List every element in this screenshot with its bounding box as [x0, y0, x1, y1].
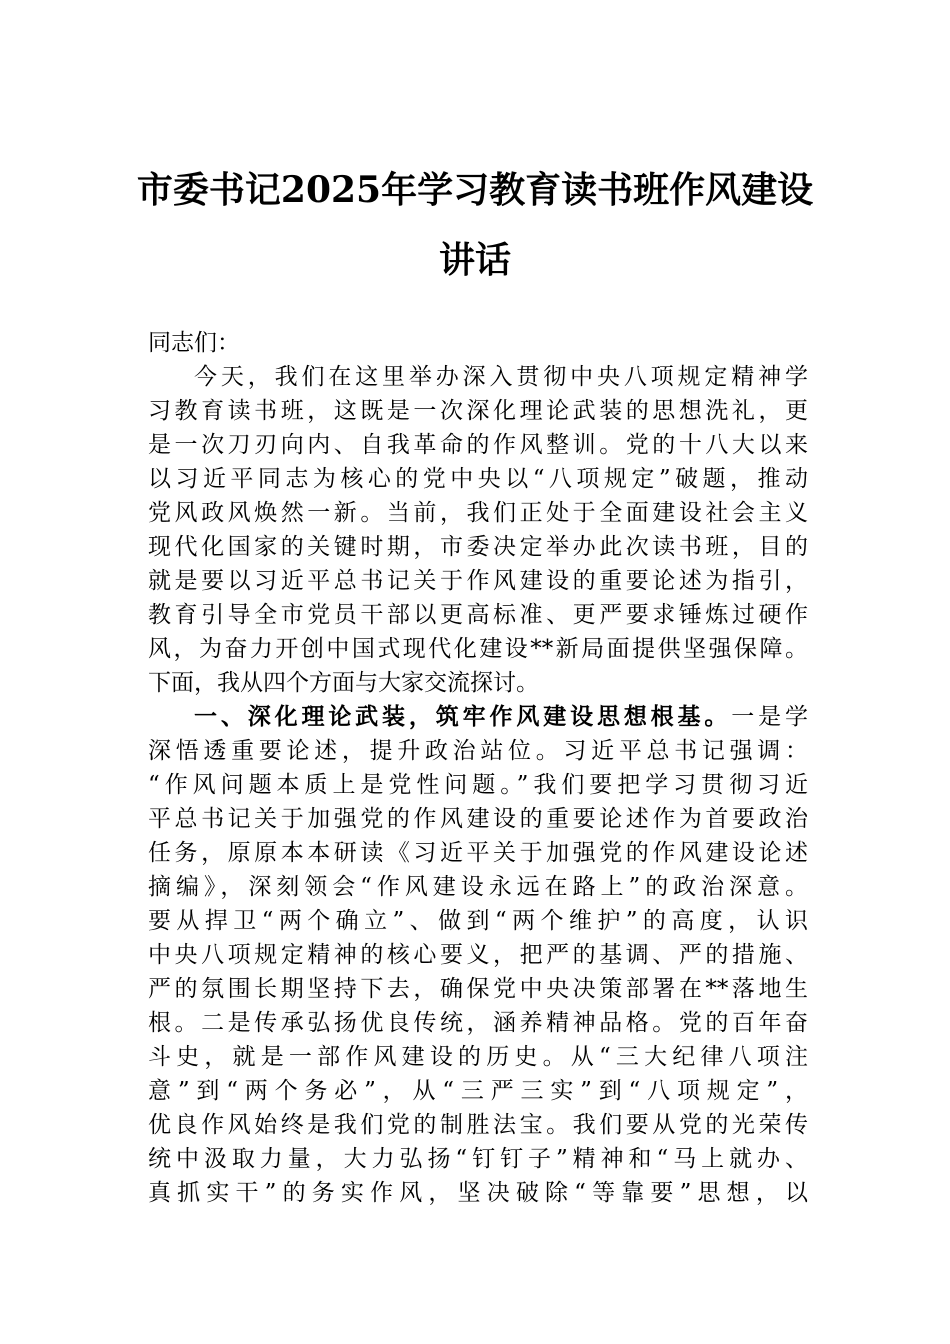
- paragraph-line: 要从捍卫“两个确立”、做到“两个维护”的高度，认识: [148, 908, 808, 934]
- paragraph-line: 风，为奋力开创中国式现代化建设**新局面提供坚强保障。: [148, 636, 808, 662]
- paragraph-line: 今天，我们在这里举办深入贯彻中央八项规定精神学: [194, 364, 808, 390]
- salutation: 同志们：: [148, 330, 240, 356]
- paragraph-line: 是一次刀刃向内、自我革命的作风整训。党的十八大以来: [148, 432, 808, 458]
- section-lead-text: 一是学: [731, 704, 809, 730]
- paragraph-line: 以习近平同志为核心的党中央以“八项规定”破题，推动: [148, 466, 808, 492]
- paragraph-line: 习教育读书班，这既是一次深化理论武装的思想洗礼，更: [148, 398, 808, 424]
- paragraph-line: “作风问题本质上是党性问题。”我们要把学习贯彻习近: [148, 772, 808, 798]
- section-heading-line: [148, 700, 808, 734]
- document-title-line-1: 市委书记2025年学习教育读书班作风建设: [136, 169, 814, 211]
- paragraph-line: 教育引导全市党员干部以更高标准、更严要求锤炼过硬作: [148, 602, 808, 628]
- section-heading: 一、深化理论武装，筑牢作风建设思想根基。: [194, 703, 732, 730]
- paragraph-line: 任务，原原本本研读《习近平关于加强党的作风建设论述: [148, 840, 808, 866]
- paragraph-line: 统中汲取力量，大力弘扬“钉钉子”精神和“马上就办、: [148, 1146, 808, 1172]
- document-title-line-2: 讲话: [438, 239, 511, 281]
- paragraph-line: 真抓实干”的务实作风，坚决破除“等靠要”思想，以: [148, 1180, 808, 1206]
- paragraph-line: 中央八项规定精神的核心要义，把严的基调、严的措施、: [148, 942, 808, 968]
- paragraph-line: 平总书记关于加强党的作风建设的重要论述作为首要政治: [148, 806, 808, 832]
- paragraph-line: 根。二是传承弘扬优良传统，涵养精神品格。党的百年奋: [148, 1010, 808, 1036]
- document-body: [148, 326, 808, 1210]
- paragraph-line: 下面，我从四个方面与大家交流探讨。: [148, 670, 539, 696]
- paragraph-line: 就是要以习近平总书记关于作风建设的重要论述为指引，: [148, 568, 808, 594]
- paragraph-line: 优良作风始终是我们党的制胜法宝。我们要从党的光荣传: [148, 1112, 808, 1138]
- paragraph-line: 党风政风焕然一新。当前，我们正处于全面建设社会主义: [148, 500, 808, 526]
- paragraph-line: 深悟透重要论述，提升政治站位。习近平总书记强调：: [148, 738, 808, 764]
- paragraph-line: 斗史，就是一部作风建设的历史。从“三大纪律八项注: [148, 1044, 808, 1070]
- paragraph-line: 摘编》，深刻领会“作风建设永远在路上”的政治深意。: [148, 874, 808, 900]
- paragraph-line: 现代化国家的关键时期，市委决定举办此次读书班，目的: [148, 534, 808, 560]
- paragraph-line: 严的氛围长期坚持下去，确保党中央决策部署在**落地生: [148, 976, 808, 1002]
- paragraph-line: 意”到“两个务必”，从“三严三实”到“八项规定”，: [148, 1078, 808, 1104]
